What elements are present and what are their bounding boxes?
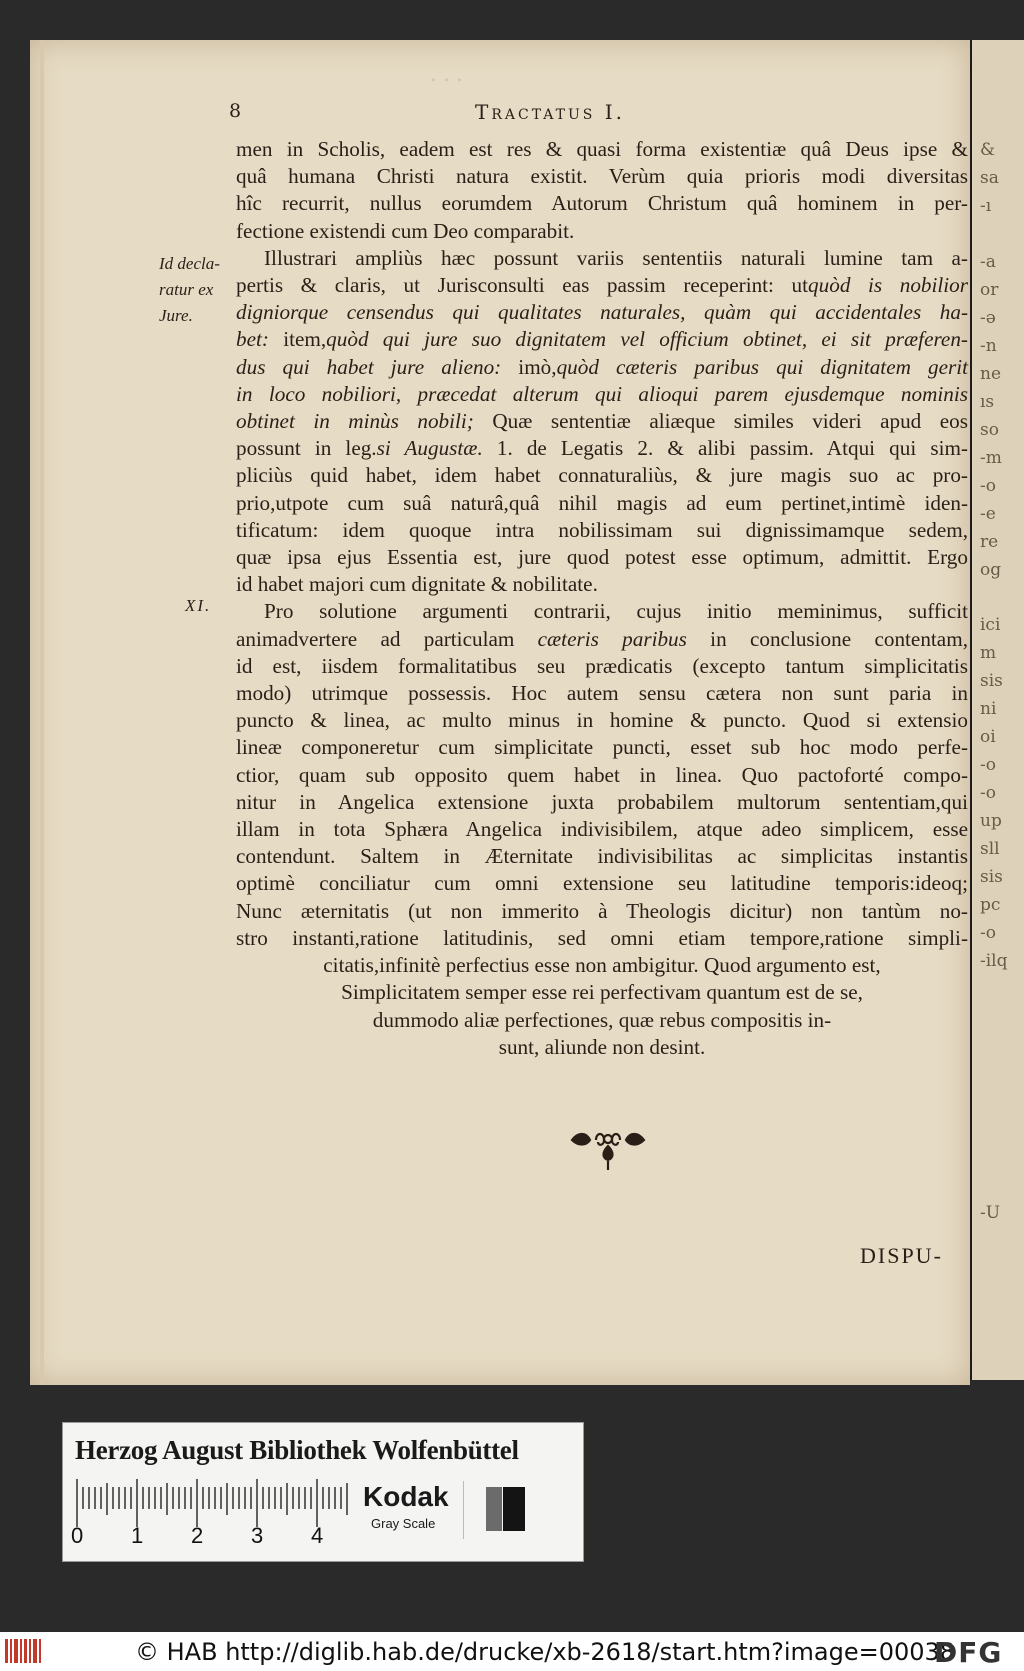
- adjacent-page-fragment: pc: [980, 895, 1001, 915]
- adjacent-page-fragment: oi: [980, 727, 996, 747]
- adjacent-page-fragment: -U: [980, 1203, 1001, 1223]
- show-through-heading: ...: [430, 62, 469, 87]
- text-line: stro instanti,ratione latitudinis, sed omni etiam tempore,ratione simpli-: [236, 925, 968, 950]
- text-line: illam in tota Sphæra Angelica indivisibilem, atque adeo simplicem, esse: [236, 817, 968, 842]
- adjacent-page-fragment: ıs: [980, 392, 995, 412]
- body-text: [236, 136, 968, 1061]
- scale-numbers: [71, 1523, 411, 1549]
- text-line: Illustrari ampliùs hæc possunt variis sententiis naturali lumine tam a-: [264, 245, 968, 270]
- adjacent-page-fragment: -e: [980, 504, 996, 524]
- adjacent-page-fragment: sa: [980, 168, 999, 188]
- text-line: sunt, aliunde non desint.: [498, 1034, 706, 1059]
- adjacent-page-fragment: -m: [980, 448, 1002, 468]
- adjacent-page-fragment: m: [980, 643, 997, 663]
- adjacent-page-fragment: -o: [980, 755, 996, 775]
- ornament-icon: [568, 1128, 648, 1178]
- scale-number: 4: [311, 1523, 324, 1548]
- text-line: pliciùs quid habet, idem habet connaturaliùs, & jure magis suo ac pro-: [236, 463, 968, 488]
- adjacent-page-fragment: up: [980, 811, 1002, 831]
- adjacent-page-fragment: -n: [980, 336, 997, 356]
- adjacent-page-edge: [970, 40, 1024, 1380]
- text-line: quæ ipsa ejus Essentia est, jure quod potest esse optimum, admittit. Ergo: [236, 545, 968, 570]
- text-line: id habet majori cum dignitate & nobilitate.: [236, 572, 598, 597]
- black-patch: [503, 1487, 525, 1531]
- scale-number: 3: [251, 1523, 264, 1548]
- adjacent-page-fragment: -ilq: [980, 951, 1008, 971]
- margin-note: Id decla-: [159, 254, 220, 273]
- page-number: 8: [229, 100, 242, 122]
- text-line: possunt in leg.si Augustæ. 1. de Legatis 2. & alibi passim. Atqui qui sim-: [236, 436, 968, 461]
- footer-bar: [0, 1632, 1024, 1671]
- adjacent-page-fragment: -o: [980, 923, 996, 943]
- text-line: bet: item,quòd qui jure suo dignitatem vel officium obtinet, ei sit præferen-: [236, 327, 968, 352]
- text-line: animadvertere ad particulam cæteris paribus in conclusione contentam,: [236, 626, 968, 651]
- text-line: puncto & linea, ac multo minus in homine & puncto. Quod si extensio: [236, 708, 968, 733]
- adjacent-page-fragment: ni: [980, 699, 997, 719]
- text-line: citatis,infinitè perfectius esse non ambigitur. Quod argumento est,: [323, 953, 881, 978]
- text-line: digniorque censendus qui qualitates naturales, quàm qui accidentales ha-: [236, 300, 968, 325]
- text-line: Simplicitatem semper esse rei perfectivam quantum est de se,: [341, 980, 863, 1005]
- running-head: Tractatus I.: [475, 100, 625, 124]
- text-line: ctior, quam sub opposito quem habet in linea. Quo pactoforté compo-: [236, 762, 968, 787]
- text-line: dummodo aliæ perfectiones, quæ rebus compositis in-: [372, 1007, 832, 1032]
- adjacent-page-fragment: or: [980, 280, 999, 300]
- adjacent-page-fragment: sll: [980, 839, 1000, 859]
- kodak-logo: Kodak: [363, 1481, 449, 1512]
- ruler-icon: [75, 1479, 405, 1527]
- section-number: XI.: [185, 596, 212, 615]
- text-line: nitur in Angelica extensione juxta probabilem multorum sententiam,qui: [236, 789, 968, 814]
- book-page: [30, 40, 970, 1385]
- adjacent-page-fragment: -a: [980, 252, 996, 272]
- scale-number: 2: [191, 1523, 204, 1548]
- text-line: pertis & claris, ut Jurisconsulti eas passim receperint: utquòd is nobilior: [236, 273, 968, 298]
- text-line: fectione existendi cum Deo comparabit.: [236, 218, 575, 243]
- text-line: prio,utpote cum suâ naturâ,quâ nihil magis ad eum pertinet,intimè iden-: [236, 490, 968, 515]
- library-name: Herzog August Bibliothek Wolfenbüttel: [75, 1435, 519, 1465]
- adjacent-page-fragment: so: [980, 420, 999, 440]
- scale-number: 0: [71, 1523, 84, 1548]
- adjacent-page-fragment: sis: [980, 671, 1003, 691]
- adjacent-page-fragment: -ə: [980, 308, 996, 328]
- text-line: lineæ componeretur cum simplicitate puncti, esset sub hoc modo perfe-: [236, 735, 968, 760]
- text-line: men in Scholis, eadem est res & quasi forma existentiæ quâ Deus ipse &: [236, 137, 968, 161]
- catchword: DISPU-: [860, 1243, 943, 1268]
- gray-scale-label: Gray Scale: [371, 1516, 436, 1531]
- text-line: contendunt. Saltem in Æternitate indivisibilitas ac simplicitas instantis: [236, 844, 968, 869]
- dfg-logo: DFG: [934, 1636, 1003, 1669]
- text-line: optimè conciliatur cum omni extensione seu latitudine temporis:ideoq;: [236, 871, 968, 896]
- text-line: tificatum: idem quoque intra nobilissimam sui dignissimamque sedem,: [236, 517, 968, 542]
- text-line: in loco nobiliori, præcedat alterum qui alioqui parem ejusdemque nominis: [236, 381, 968, 406]
- text-line: obtinet in minùs nobili; Quæ sententiæ aliæque similes videri apud eos: [236, 409, 968, 434]
- text-line: Pro solutione argumenti contrarii, cujus initio meminimus, sufficit: [264, 599, 968, 624]
- text-line: modo) utrimque possessis. Hoc autem sensu cætera non sunt paria in: [236, 681, 968, 706]
- text-line: quâ humana Christi natura existit. Verùm quia prioris modi diversitas: [236, 164, 968, 189]
- adjacent-page-fragment: &: [980, 140, 996, 160]
- scale-number: 1: [131, 1523, 144, 1548]
- divider: [463, 1481, 464, 1539]
- gray-patch: [486, 1487, 502, 1531]
- margin-note: ratur ex: [159, 280, 214, 299]
- text-line: id est, iisdem formalitatibus seu prædicatis (excepto tantum simplicitatis: [236, 653, 968, 678]
- adjacent-page-fragment: ne: [980, 364, 1002, 384]
- copyright-url[interactable]: © HAB http://diglib.hab.de/drucke/xb-2618/start.htm?image=00038: [135, 1638, 956, 1666]
- adjacent-page-fragment: -o: [980, 476, 996, 496]
- library-barcode-icon: [4, 1636, 46, 1666]
- text-line: hîc recurrit, nullus eorumdem Autorum Christum quâ hominem in per-: [236, 191, 968, 216]
- adjacent-page-fragment: -ı: [980, 196, 992, 216]
- adjacent-page-fragment: -o: [980, 783, 996, 803]
- text-line: Nunc æternitatis (ut non immerito à Theologis dicitur) non tantùm no-: [236, 898, 968, 923]
- color-scale-card: [62, 1422, 584, 1562]
- adjacent-page-fragment: sis: [980, 867, 1003, 887]
- adjacent-page-fragment: og: [980, 560, 1002, 580]
- margin-note: Jure.: [159, 306, 193, 325]
- text-line: dus qui habet jure alieno: imò,quòd cæteris paribus qui dignitatem gerit: [236, 354, 968, 379]
- adjacent-page-fragment: ici: [980, 615, 1001, 635]
- adjacent-page-fragment: re: [980, 532, 999, 552]
